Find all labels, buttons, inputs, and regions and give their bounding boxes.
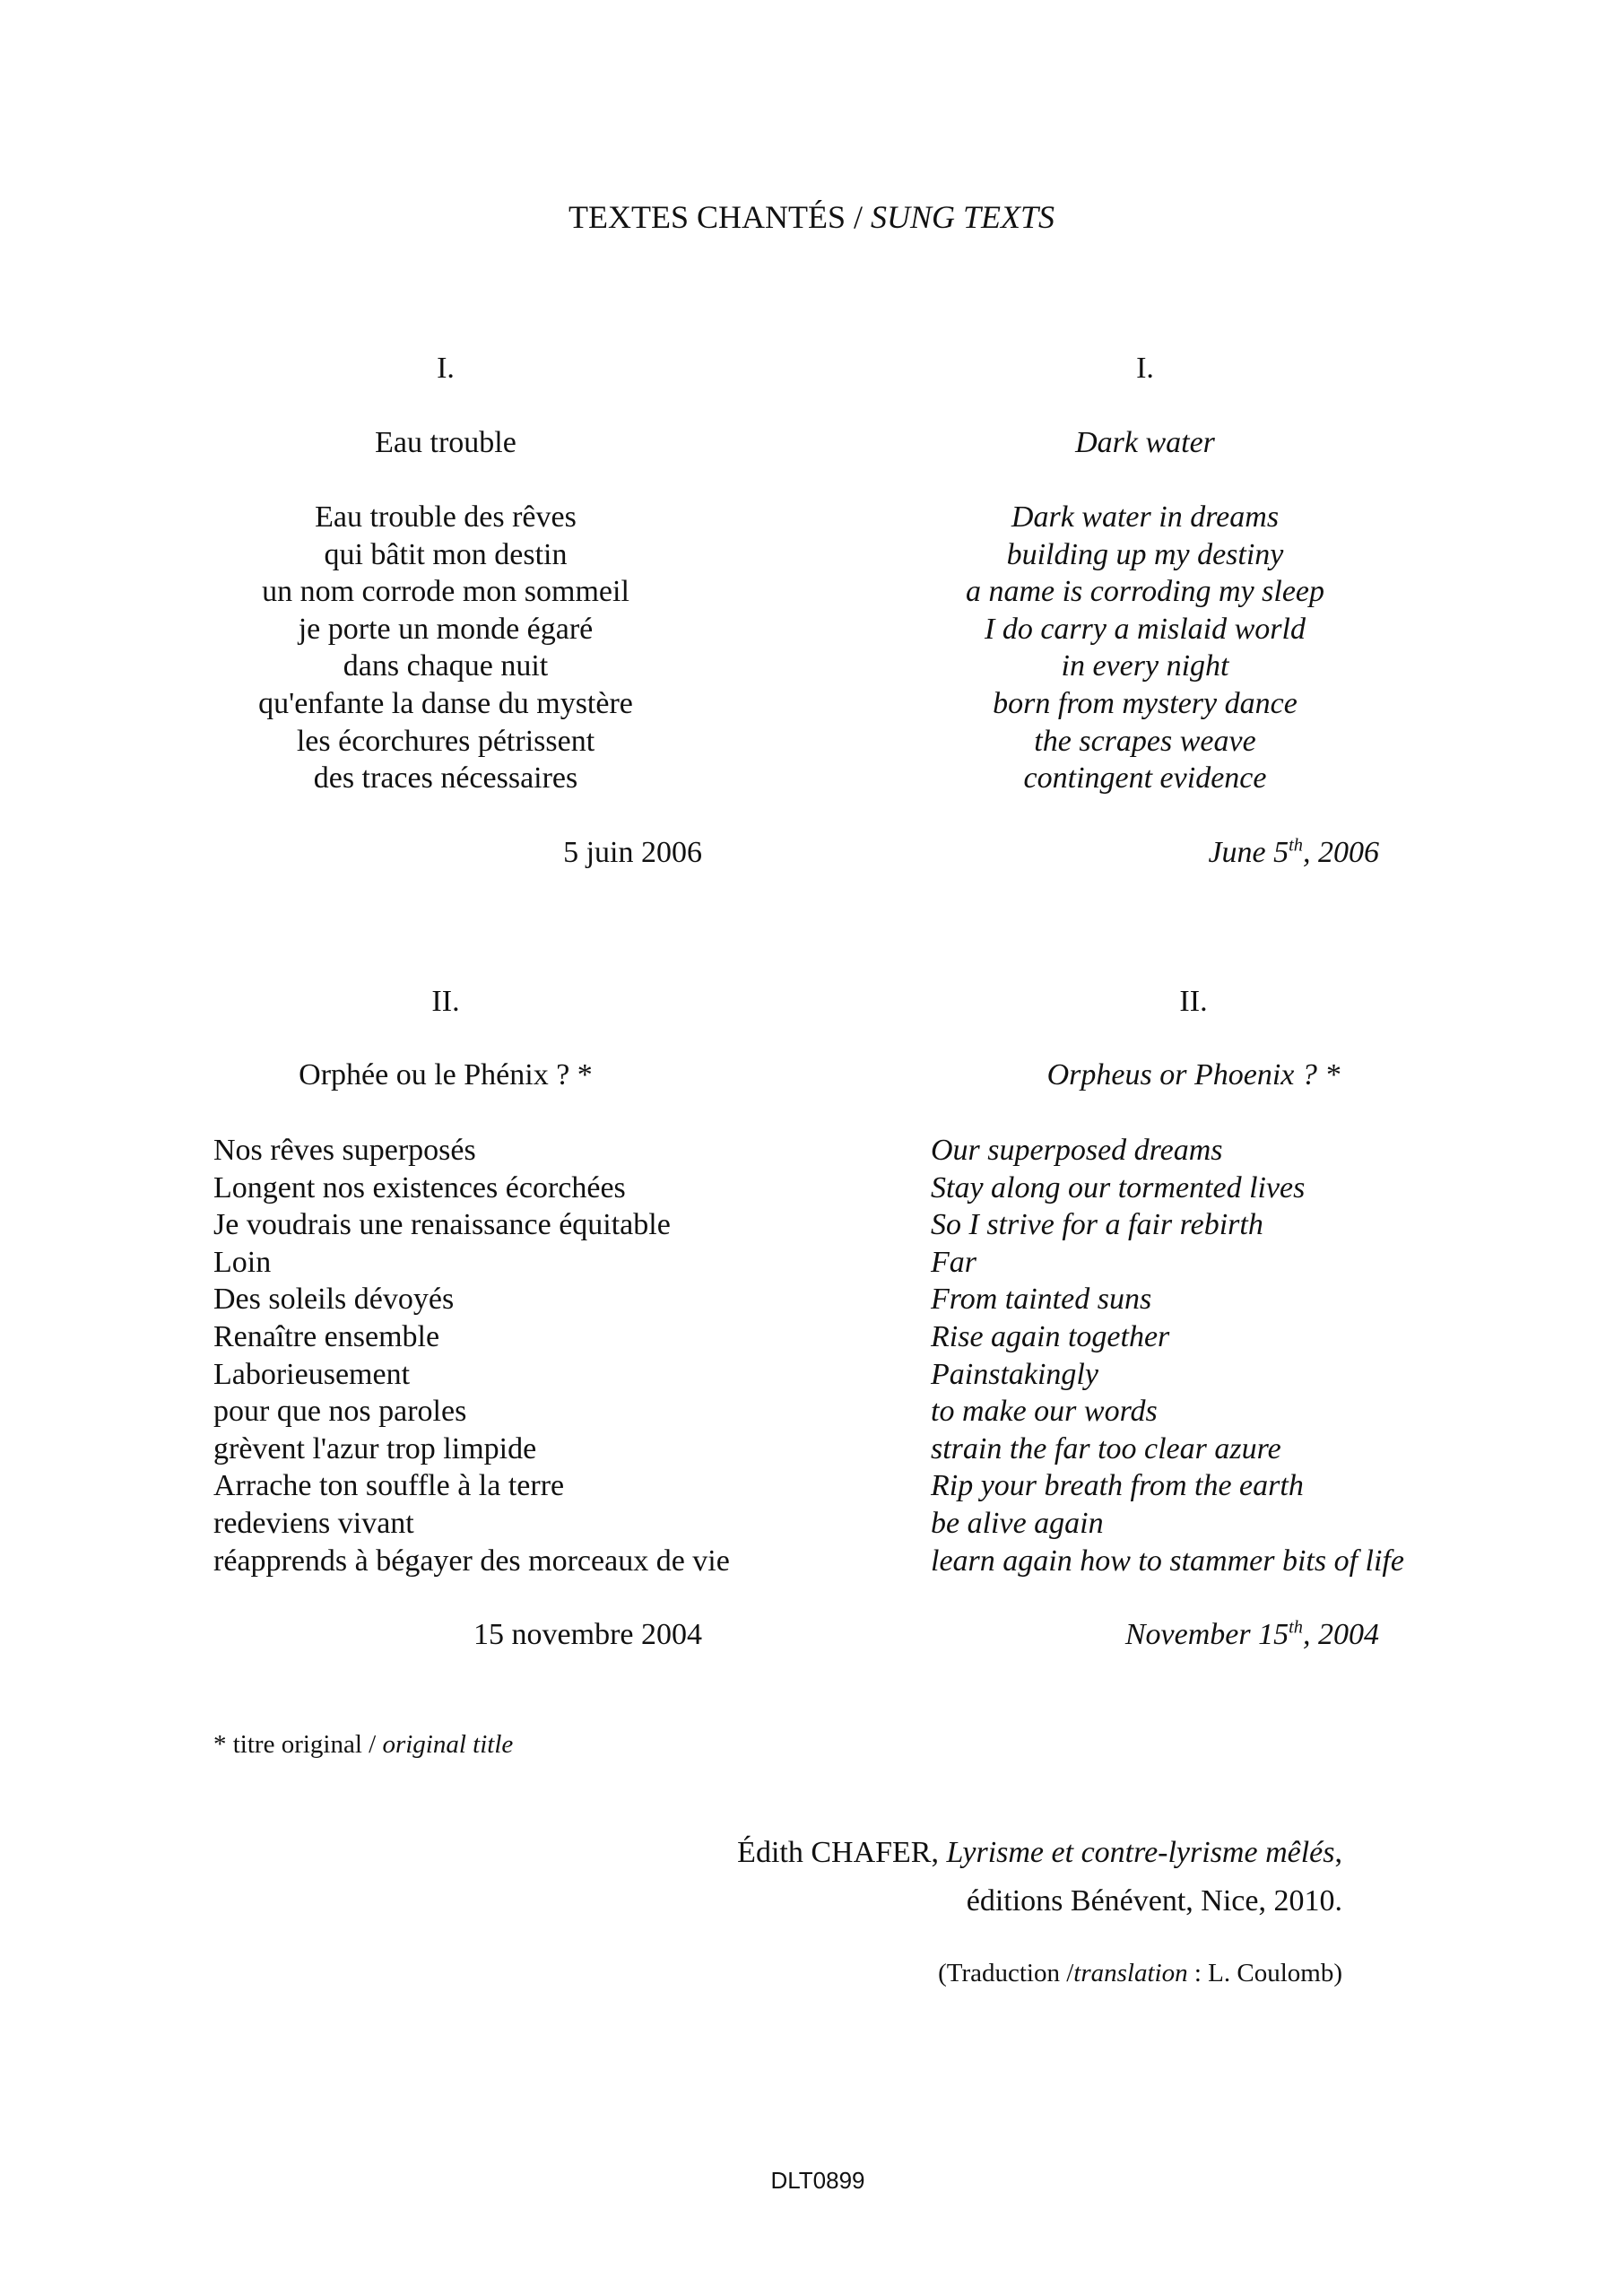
poem-line: Rip your breath from the earth [931, 1469, 1304, 1503]
poem1-title-fr: Eau trouble [375, 426, 516, 459]
poem-line: grèvent l'azur trop limpide [213, 1431, 537, 1465]
poem-line: les écorchures pétrissent [296, 724, 595, 758]
poem2-lines-fr [213, 1132, 730, 1579]
poem2-number-fr: II. [431, 985, 460, 1018]
poem1-number-en: I. [1136, 352, 1154, 385]
poem-line: Stay along our tormented lives [931, 1170, 1306, 1205]
poem-line: Far [931, 1245, 976, 1279]
poem1-title-en: Dark water [1075, 426, 1215, 459]
title-english: SUNG TEXTS [870, 199, 1055, 235]
poem-line: to make our words [931, 1395, 1158, 1429]
poem-line: From tainted suns [931, 1283, 1152, 1317]
poem-line: je porte un monde égaré [298, 612, 594, 646]
poem-line: in every night [1061, 649, 1229, 683]
poem-line: Rise again together [931, 1319, 1170, 1353]
poem-line: redeviens vivant [213, 1506, 414, 1540]
poem2-title-en: Orpheus or Phoenix ? * [1046, 1058, 1341, 1091]
poem-line: strain the far too clear azure [931, 1431, 1281, 1465]
poem-line: So I strive for a fair rebirth [931, 1208, 1263, 1242]
page-title [568, 198, 1055, 236]
poem-line: born from mystery dance [993, 686, 1298, 720]
poem-line: qui bâtit mon destin [324, 537, 568, 571]
poem-line: pour que nos paroles [213, 1395, 467, 1429]
poem2-date-en: November 15th, 2004 [1124, 1617, 1379, 1651]
poem-line: qu'enfante la danse du mystère [258, 686, 633, 720]
poem-line: learn again how to stammer bits of life [931, 1544, 1404, 1578]
poem-line: des traces nécessaires [313, 761, 578, 796]
poem-line: Je voudrais une renaissance équitable [213, 1208, 671, 1242]
poem-line: a name is corroding my sleep [965, 575, 1325, 609]
poem-line: be alive again [931, 1506, 1104, 1540]
poem-line: dans chaque nuit [343, 649, 549, 683]
poem-line: Loin [213, 1245, 272, 1279]
poem1-number-fr: I. [437, 352, 455, 385]
poem-line: Eau trouble des rêves [315, 500, 577, 534]
poem-line: Renaître ensemble [213, 1319, 440, 1353]
poem-line: un nom corrode mon sommeil [262, 575, 629, 609]
poem-line: Painstakingly [931, 1357, 1098, 1391]
poem2-lines-en [931, 1132, 1404, 1579]
poem1-lines-en [966, 499, 1324, 797]
poem-line: Des soleils dévoyés [213, 1283, 455, 1317]
poem-line: I do carry a mislaid world [985, 612, 1306, 646]
poem2-number-en: II. [1179, 985, 1208, 1018]
poem2-title-fr: Orphée ou le Phénix ? * [299, 1058, 593, 1091]
poem1-date-fr: 5 juin 2006 [563, 836, 702, 869]
poem-line: Dark water in dreams [1011, 500, 1280, 534]
translation-credit: (Traduction /translation : L. Coulomb) [938, 1959, 1342, 1987]
poem-line: Longent nos existences écorchées [213, 1170, 626, 1205]
poem-line: Arrache ton souffle à la terre [213, 1469, 565, 1503]
poem2-date-fr: 15 novembre 2004 [473, 1618, 702, 1651]
poem-line: the scrapes weave [1034, 724, 1256, 758]
poem1-date-en: June 5th, 2006 [1208, 835, 1379, 869]
poem-line: building up my destiny [1006, 537, 1284, 571]
poem-line: Our superposed dreams [931, 1134, 1223, 1167]
poem1-lines-fr [258, 499, 633, 797]
citation-author-book: Édith CHAFER, Lyrisme et contre-lyrisme mêlés, [737, 1836, 1342, 1869]
poem-line: Nos rêves superposés [213, 1134, 476, 1167]
poem-line: Laborieusement [213, 1357, 411, 1391]
citation-publisher: éditions Bénévent, Nice, 2010. [966, 1884, 1342, 1918]
poem-line: réapprends à bégayer des morceaux de vie [213, 1544, 730, 1578]
document-id: DLT0899 [770, 2167, 865, 2194]
footnote: * titre original / original title [213, 1730, 514, 1759]
title-french: TEXTES CHANTÉS / [568, 199, 871, 235]
poem-line: contingent evidence [1023, 761, 1267, 796]
